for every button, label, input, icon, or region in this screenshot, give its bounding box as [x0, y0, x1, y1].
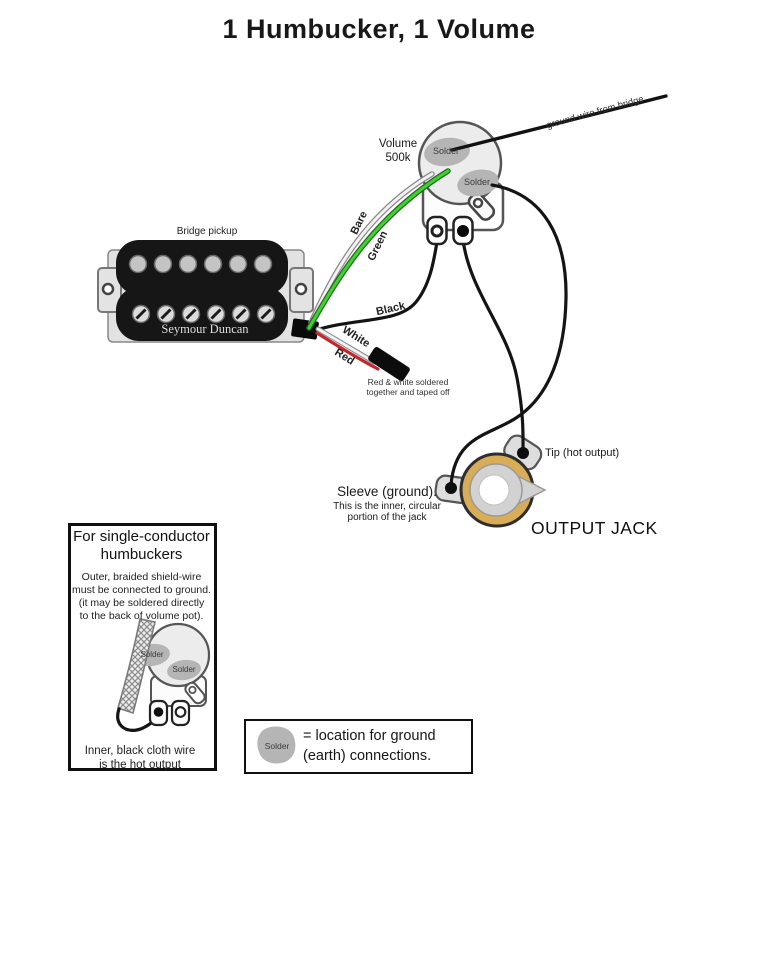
sleeve-label: Sleeve (ground). [337, 484, 437, 499]
green-wire-label: Green [365, 229, 391, 263]
sleeve-note-line1: This is the inner, circular [333, 501, 441, 512]
box-body-line2: must be connected to ground. [72, 584, 211, 596]
box-footer-line2: is the hot output [99, 759, 181, 771]
diagram-title: 1 Humbucker, 1 Volume [222, 14, 536, 44]
legend-text-line2: (earth) connections. [303, 748, 432, 764]
box-title-line1: For single-conductor [73, 528, 210, 545]
red-wire-label: Red [332, 346, 357, 368]
legend-text-line1: = location for ground [303, 728, 436, 744]
solder-label-legend: Solder [264, 741, 290, 751]
solder-label-box-2: Solder [172, 665, 196, 674]
solder-label-pot-1: Solder [432, 146, 459, 156]
white-wire-label: White [340, 323, 372, 351]
box-title-line2: humbuckers [100, 546, 183, 563]
bare-wire-label: Bare [348, 209, 370, 237]
tape-note-line1: Red & white soldered [367, 377, 449, 387]
box-body-line1: Outer, braided shield-wire [81, 571, 202, 583]
box-body-line4: to the back of volume pot). [79, 610, 204, 622]
pot-lug-left-hole [432, 226, 442, 236]
tape-note [353, 377, 463, 397]
tip-label: Tip (hot output) [545, 447, 620, 459]
ground-wire-label: ground wire from bridge [545, 93, 645, 132]
box-pot-drawing [118, 619, 209, 730]
tip-dot [517, 447, 529, 459]
volume-pot-label-line2: 500k [385, 151, 411, 164]
box-pot-lug-right-hole [176, 707, 186, 717]
bridge-pickup-label: Bridge pickup [176, 226, 238, 237]
jack-hole [479, 475, 509, 505]
black-wire-label: Black [375, 299, 407, 319]
mounting-hole-right [296, 284, 306, 294]
box-pot-lug-left-hole [154, 707, 164, 717]
sleeve-note-line2: portion of the jack [347, 512, 427, 523]
box-footer-line1: Inner, black cloth wire [84, 745, 196, 757]
mounting-hole-left [103, 284, 113, 294]
solder-label-pot-2: Solder [463, 177, 490, 187]
box-body-line3: (it may be soldered directly [78, 597, 205, 609]
tape-note-line2: together and taped off [366, 387, 450, 397]
solder-label-box-1: Solder [140, 650, 164, 659]
volume-pot-label-line1: Volume [378, 138, 418, 150]
output-jack-title: OUTPUT JACK [531, 518, 658, 538]
pickup-brand-label: Seymour Duncan [161, 322, 249, 336]
volume-pot-label [368, 138, 428, 165]
pot-lug-middle-hole [457, 225, 469, 237]
